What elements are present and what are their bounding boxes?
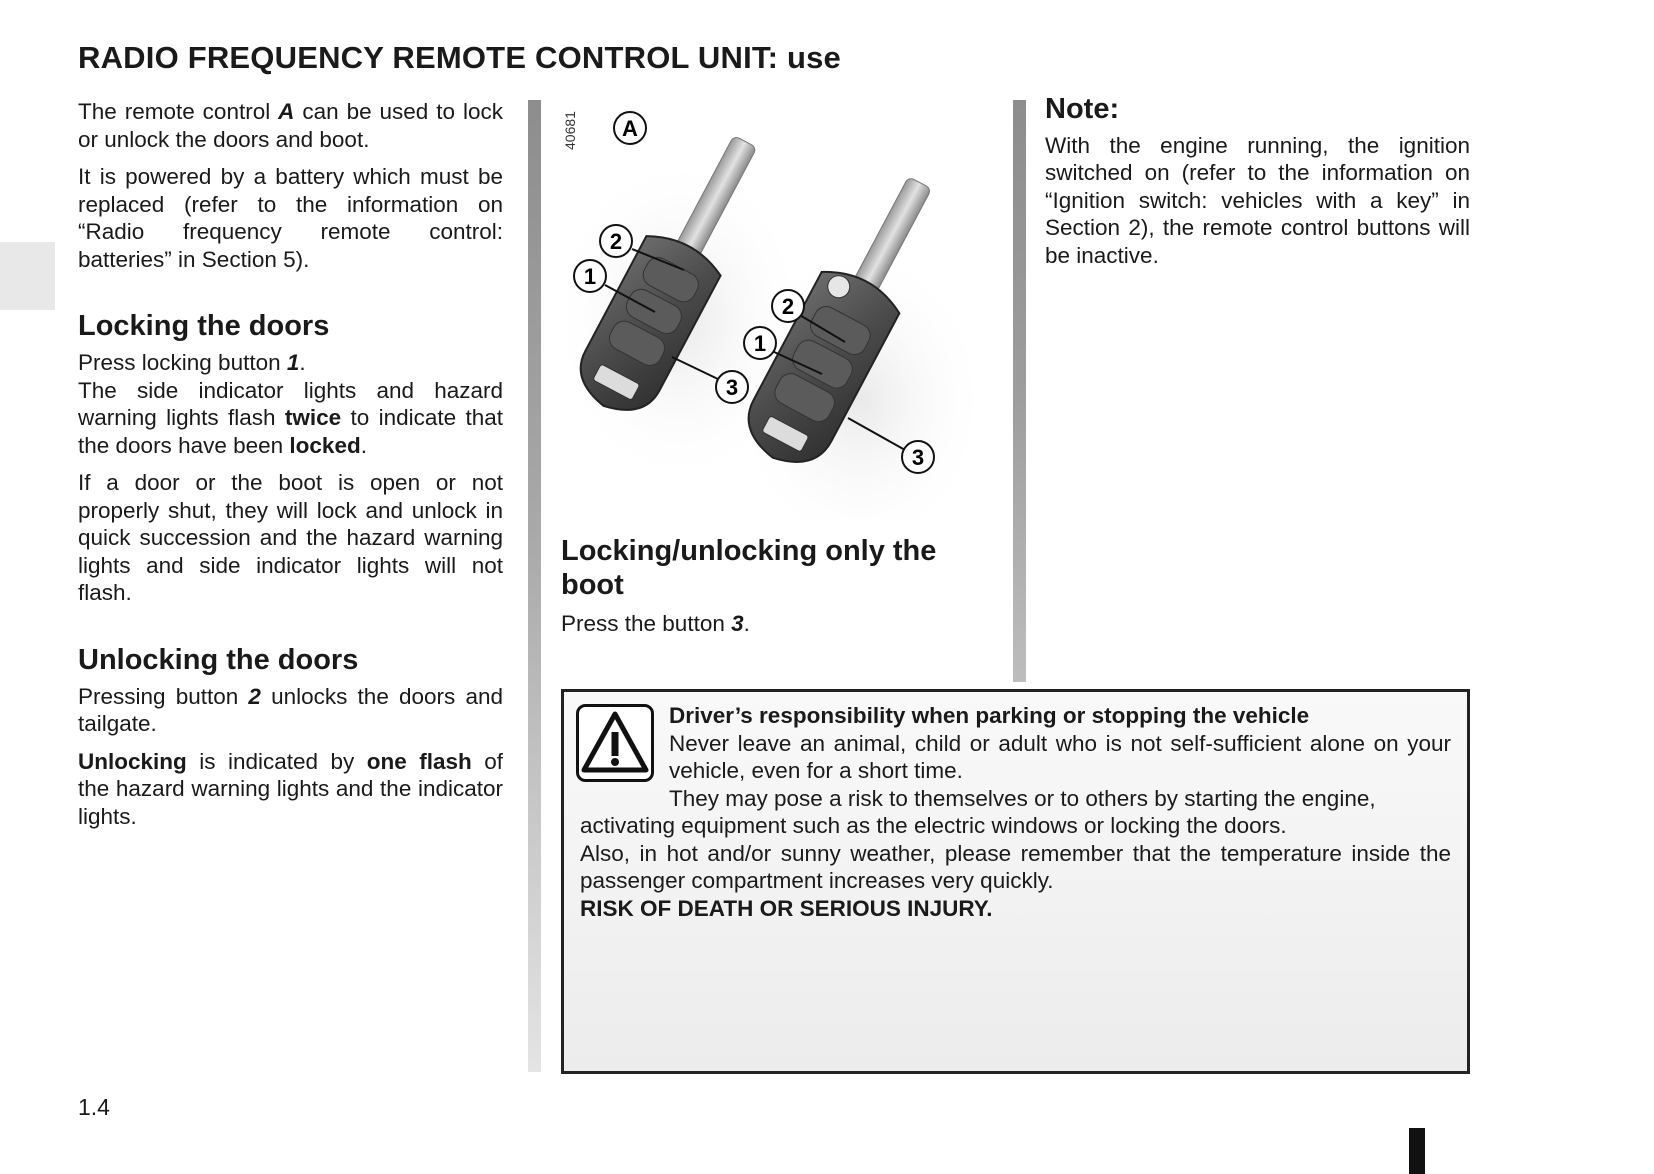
callout-2-key1: [600, 225, 632, 257]
svg-text:A: A: [622, 116, 638, 141]
unlocking-paragraph-2: Unlocking is indicated by one flash of the hazard warning lights and the indicator lights.: [78, 748, 503, 829]
callout-2-key2: [772, 290, 804, 322]
left-column: [78, 98, 503, 830]
svg-text:2: 2: [781, 294, 795, 319]
page-edge-marker: [1409, 1128, 1425, 1174]
svg-text:1: 1: [753, 331, 767, 356]
svg-text:1: 1: [583, 264, 597, 289]
note-heading: Note:: [1045, 93, 1120, 125]
heading-locking-doors: Locking the doors: [78, 310, 330, 342]
warning-line-2b: activating equipment such as the electric windows or locking the doors.: [580, 813, 1287, 838]
callout-3-key2: [902, 441, 934, 473]
page-title: RADIO FREQUENCY REMOTE CONTROL UNIT: use: [78, 40, 841, 75]
column-divider-left: [528, 100, 541, 1072]
warning-box: [561, 689, 1470, 1074]
warning-text: [580, 702, 1451, 922]
note-text: With the engine running, the ignition switched on (refer to the information on “Ignition switch: vehicles with a key” in Section 2), the remote control buttons will be inactive.: [1045, 132, 1470, 268]
warning-line-4: RISK OF DEATH OR SERIOUS INJURY.: [580, 895, 993, 921]
warning-line-2a: They may pose a risk to themselves or to others by starting the engine,: [669, 785, 1376, 811]
unlocking-paragraph-1: Pressing button 2 unlocks the doors and tailgate.: [78, 683, 503, 736]
locking-paragraph-1: Press locking button 1.: [78, 350, 306, 375]
label-a-marker: [614, 112, 646, 144]
heading-boot: Locking/unlocking only the boot: [561, 535, 937, 601]
page-number: 1.4: [78, 1094, 110, 1120]
warning-line-3: Also, in hot and/or sunny weather, please remember that the temperature inside the passenger compartment increases very quickly.: [580, 840, 1451, 893]
svg-text:3: 3: [911, 445, 925, 470]
warning-line-1: Never leave an animal, child or adult who is not self-sufficient alone on your vehicle, even for a short time.: [669, 730, 1451, 783]
section-tab-marker: [0, 242, 55, 310]
svg-text:3: 3: [725, 375, 739, 400]
warning-heading: Driver’s responsibility when parking or stopping the vehicle: [669, 703, 1310, 728]
middle-column: [561, 534, 981, 638]
callout-1-key1: [574, 260, 606, 292]
locking-paragraph-3: If a door or the boot is open or not properly shut, they will lock and unlock in quick succession and the hazard warning lights and side indicator lights will not flash.: [78, 470, 503, 605]
svg-text:2: 2: [609, 229, 623, 254]
note-column: [1045, 93, 1470, 269]
column-divider-right: [1013, 100, 1026, 682]
remote-key-illustration: [560, 100, 1000, 520]
locking-paragraph-2: The side indicator lights and hazard warning lights flash twice to indicate that the doors have been locked.: [78, 377, 503, 458]
intro-paragraph-2: It is powered by a battery which must be replaced (refer to the information on “Radio frequency remote control: batteries” in Section 5).: [78, 164, 503, 272]
heading-unlocking-doors: Unlocking the doors: [78, 643, 359, 676]
figure-reference-code: 40681: [562, 111, 578, 150]
callout-1-key2: [744, 327, 776, 359]
callout-3-key1: [716, 371, 748, 403]
intro-paragraph-1: The remote control A can be used to lock or unlock the doors and boot.: [78, 99, 503, 152]
boot-paragraph: Press the button 3.: [561, 611, 750, 636]
